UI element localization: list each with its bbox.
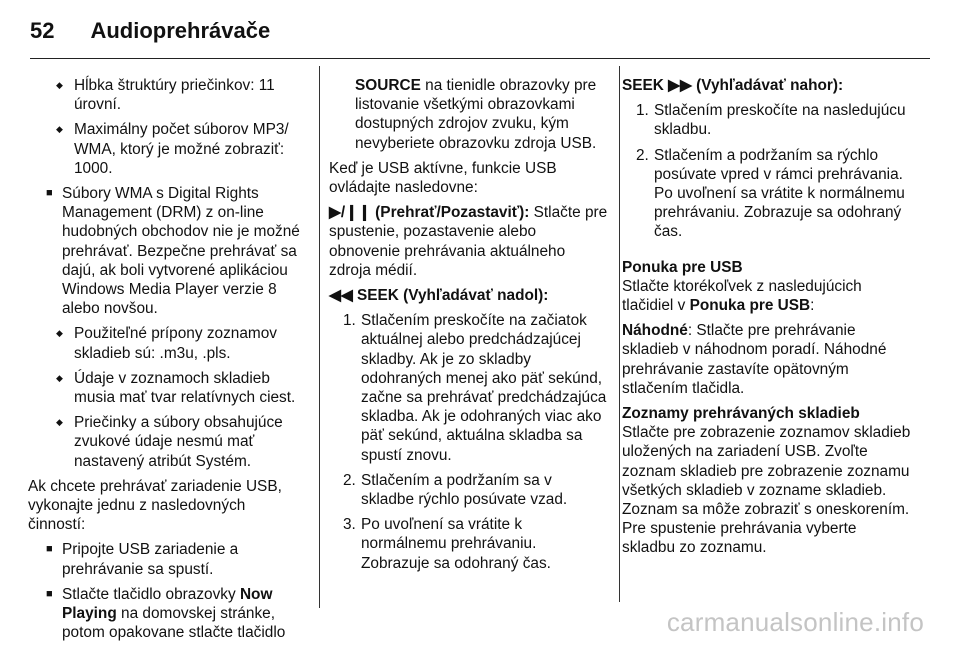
column-divider-1 [319,66,320,608]
column-3 [622,76,912,564]
play-pause-label: ▶/❙❙ (Prehrať/Pozastaviť): [329,204,530,222]
paragraph-text: Stlačte ktorékoľvek z nasledujúcich tlačidiel v [622,277,862,315]
page-header [30,18,270,58]
numbered-item [630,146,912,242]
column-1 [28,76,306,648]
item-number: 2. [636,146,649,164]
item-text: Stlačením a podržaním sa rýchlo posúvate vpred v rámci prehrávania. Po uvoľnení sa vrátite k normálnemu prehrávaniu. Zobrazuje sa odohraný čas. [654,146,905,241]
bullet-text: Maximálny počet súborov MP3/ WMA, ktorý je možné zobraziť: 1000. [74,121,289,177]
square-bullet-item [38,540,306,578]
spacer [622,248,912,258]
bullet-text: Údaje v zoznamoch skladieb musia mať tvar relatívnych ciest. [74,369,296,407]
item-text: Po uvoľnení sa vrátite k normálnemu prehrávaniu. Zobrazuje sa odohraný čas. [361,516,551,572]
paragraph [329,203,609,280]
item-number: 3. [343,516,356,534]
paragraph-text: : [810,297,815,315]
shuffle-label: Náhodné [622,322,688,340]
diamond-bullet-icon: ◆ [56,328,63,339]
item-text: Stlačením preskočíte na nasledujúcu skladbu. [654,102,906,139]
paragraph [622,321,912,398]
square-bullet-icon: ■ [46,587,53,600]
numbered-item [337,471,609,509]
paragraph-text: Stlačte pre spustenie, pozastavenie alebo obnovenie prehrávania aktuálneho zdroja médií. [329,204,608,279]
square-bullet-icon: ■ [46,543,53,556]
seek-back-heading: ◀◀ SEEK (Vyhľadávať nadol): [329,287,549,305]
item-text: Stlačením preskočíte na začiatok aktuálnej alebo predchádzajúcej skladby. Ak je zo skladby odohraných menej ako päť sekúnd, začne sa prehrávať predchádzajúca skladba. Ak je odohraných viac ako päť sekúnd, aktuálna skladba sa spustí znovu. [361,312,607,464]
item-number: 2. [343,471,356,489]
paragraph [329,76,609,153]
square-bullet-icon: ■ [46,187,53,200]
column-2 [329,76,609,579]
bullet-text-prefix: Stlačte tlačidlo obrazovky [62,585,240,603]
item-number: 1. [343,312,356,330]
page-number: 52 [30,18,55,43]
usb-menu-heading: Ponuka pre USB [622,258,743,276]
square-bullet-item [38,184,306,318]
diamond-bullet-icon: ◆ [56,124,63,135]
diamond-bullet-icon: ◆ [56,417,63,428]
playlists-heading: Zoznamy prehrávaných skladieb [622,405,860,423]
bullet-text: Pripojte USB zariadenie a prehrávanie sa spustí. [62,541,239,578]
diamond-bullet-icon: ◆ [56,372,63,383]
header-rule [30,58,930,59]
diamond-bullet-item [38,120,306,178]
usb-menu-label: Ponuka pre USB [689,297,811,315]
bullet-text: Hĺbka štruktúry priečinkov: 11 úrovní. [74,77,275,114]
seek-forward-heading: SEEK ▶▶ (Vyhľadávať nahor): [622,77,844,94]
square-bullet-item [38,585,306,643]
paragraph: Ak chcete prehrávať zariadenie USB, vykonajte jednu z nasledovných činností: [28,477,282,534]
diamond-bullet-icon: ◆ [56,80,63,90]
item-text: Stlačením a podržaním sa v skladbe rýchlo posúvate vzad. [361,471,568,509]
diamond-bullet-item [38,76,306,114]
source-label: SOURCE [355,77,421,94]
diamond-bullet-item [38,413,306,471]
watermark: carmanualsonline.info [666,607,924,637]
column-divider-2 [619,66,620,602]
paragraph: Stlačte pre zobrazenie zoznamov skladieb uložených na zariadení USB. Zvoľte zoznam skladieb pre zobrazenie zoznamu všetkých skladieb v zozname skladieb. Zoznam sa môže zobraziť s oneskorením. Pre spustenie prehrávania vyberte skladbu zo zoznamu. [622,424,911,557]
paragraph-text: : Stlačte pre prehrávanie skladieb v náhodnom poradí. Náhodné prehrávanie zastavíte opätovným stlačením tlačidla. [622,322,887,397]
paragraph [622,277,912,315]
now-playing-label: Now Playing [62,585,273,623]
paragraph-text: na tienidle obrazovky pre listovanie všetkými obrazovkami dostupných zdrojov zvuku, kým nevyberiete obrazovku zdroja USB. [355,77,597,152]
bullet-text: Súbory WMA s Digital Rights Management (DRM) z on-line hudobných obchodov nie je možné prehrávať. Bezpečne prehrávať sa dajú, ak boli vytvorené aplikáciou Windows Media Player verzie 8 alebo novšou. [62,185,300,318]
diamond-bullet-item [38,324,306,362]
item-number: 1. [636,102,649,120]
diamond-bullet-item [38,369,306,407]
bullet-text: Použiteľné prípony zoznamov skladieb sú: .m3u, .pls. [74,325,277,362]
bullet-text: Priečinky a súbory obsahujúce zvukové údaje nesmú mať nastavený atribút Systém. [74,414,283,470]
page-title: Audioprehrávače [90,18,271,43]
numbered-item [337,311,609,465]
paragraph: Keď je USB aktívne, funkcie USB ovládajte nasledovne: [329,159,557,197]
numbered-item [337,515,609,573]
numbered-item [630,101,912,139]
bullet-text-suffix: na domovskej stránke, potom opakovane stlačte tlačidlo [62,605,286,642]
